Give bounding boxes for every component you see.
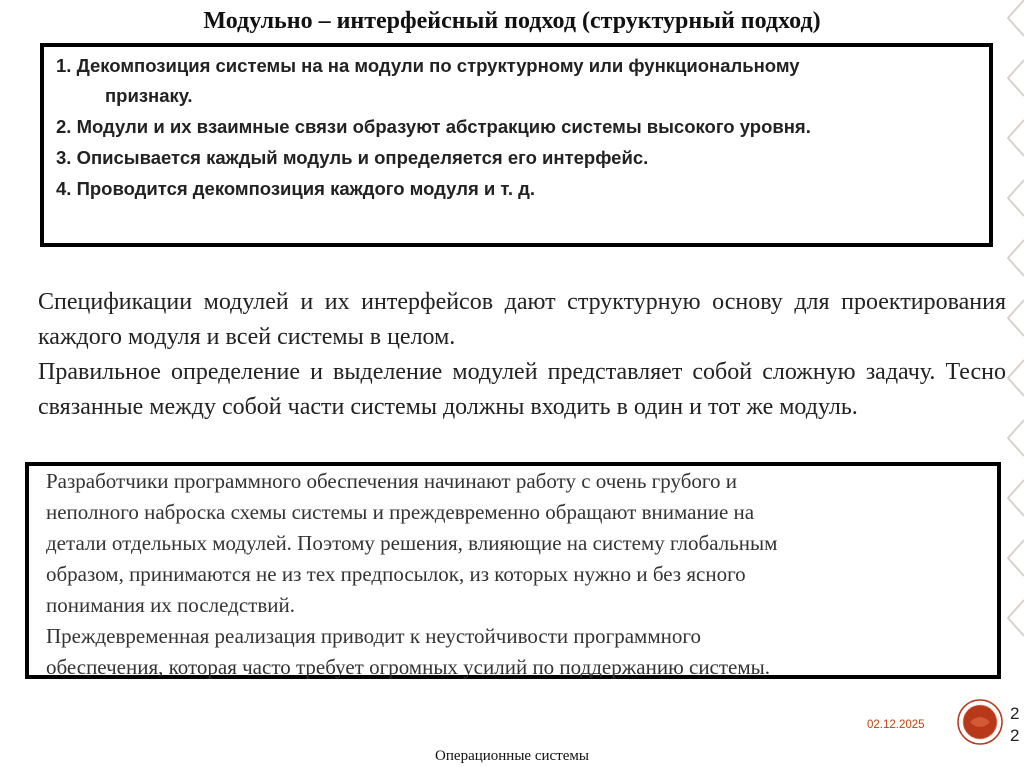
step-1: 1. Декомпозиция системы на на модули по структурному или функциональному — [56, 55, 800, 76]
page-number-line-1: 2 — [1010, 704, 1020, 723]
step-3: 3. Описывается каждый модуль и определяется его интерфейс. — [56, 147, 649, 168]
slide-title: Модульно – интерфейсный подход (структурный подход) — [203, 8, 821, 34]
paragraph-specifications: Спецификации модулей и их интерфейсов дают структурную основу для проектирования каждого модуля и всей системы в целом. — [38, 289, 1006, 350]
circle-emblem-icon — [957, 699, 1003, 745]
slide-date: 02.12.2025 — [867, 719, 925, 731]
step-1-continuation: признаку. — [105, 85, 193, 106]
page-number-line-2: 2 — [1010, 726, 1020, 745]
note-line: Разработчики программного обеспечения начинают работу с очень грубого и — [46, 469, 737, 493]
note-line: обеспечения, которая часто требует огромных усилий по поддержанию системы. — [46, 655, 771, 679]
step-2: 2. Модули и их взаимные связи образуют абстракцию системы высокого уровня. — [56, 116, 811, 137]
paragraph-module-definition: Правильное определение и выделение модулей представляет собой сложную задачу. Тесно связанные между собой части системы должны входить в один и тот же модуль. — [38, 359, 1006, 420]
note-line: образом, принимаются не из тех предпосылок, из которых нужно и без ясного — [46, 562, 746, 586]
note-line: неполного наброска схемы системы и преждевременно обращают внимание на — [46, 500, 755, 524]
footer-course-name: Операционные системы — [435, 748, 589, 764]
note-line: детали отдельных модулей. Поэтому решения, влияющие на систему глобальным — [46, 531, 778, 555]
developers-note-box — [25, 462, 1001, 679]
note-line: понимания их последствий. — [46, 593, 295, 617]
step-4: 4. Проводится декомпозиция каждого модуля и т. д. — [56, 178, 535, 199]
steps-box — [40, 43, 993, 247]
note-line: Преждевременная реализация приводит к неустойчивости программного — [46, 624, 701, 648]
